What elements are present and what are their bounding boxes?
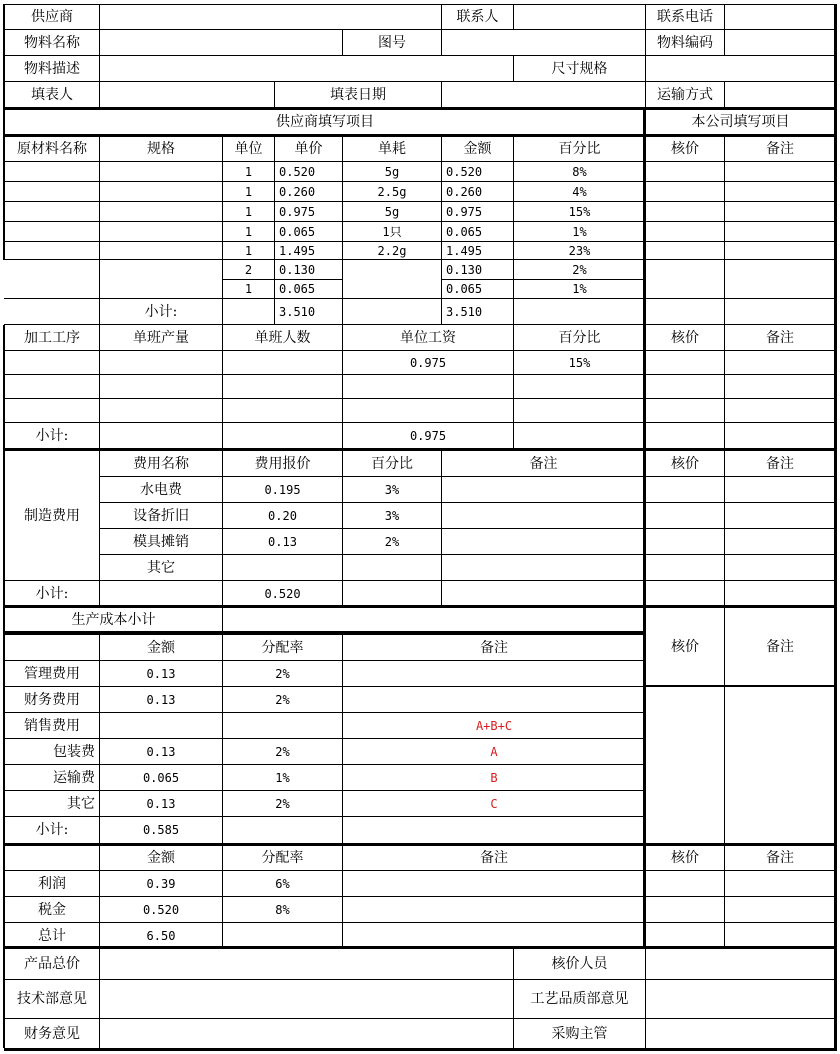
contact-value[interactable] — [513, 4, 646, 30]
raw-subtotal-price: 3.510 — [274, 298, 343, 325]
raw-price: 1.495 — [274, 241, 343, 260]
raw-amount: 0.065 — [441, 221, 514, 242]
process-subtotal-check[interactable] — [645, 422, 725, 449]
expenses-header-blank — [4, 634, 100, 661]
raw-unit: 1 — [222, 221, 275, 242]
material-desc-value[interactable] — [99, 55, 514, 82]
profit-header-note: 备注 — [342, 845, 646, 871]
mfg-note-cell[interactable] — [441, 554, 646, 581]
mfg-note2-cell[interactable] — [724, 476, 836, 503]
process-wage-cell[interactable] — [342, 398, 514, 423]
raw-note-cell[interactable] — [724, 181, 836, 202]
expense-rate: 2% — [222, 686, 343, 713]
raw-subtotal-check[interactable] — [645, 298, 725, 325]
raw-unit: 1 — [222, 279, 275, 299]
raw-subtotal-label: 小计: — [99, 298, 223, 325]
expense-amount: 0.13 — [99, 790, 223, 817]
raw-price: 0.065 — [274, 279, 343, 299]
expenses-header-check: 核价 — [645, 607, 725, 686]
section-divider — [4, 1048, 837, 1051]
process-pct-cell[interactable] — [513, 398, 646, 423]
expense-note: A — [342, 738, 646, 765]
mfg-name: 其它 — [99, 554, 223, 581]
phone-value[interactable] — [724, 4, 836, 30]
raw-check-cell[interactable] — [645, 161, 725, 182]
profit-header-check: 核价 — [645, 845, 725, 871]
process-note-cell[interactable] — [724, 398, 836, 423]
material-desc-label: 物料描述 — [4, 55, 100, 82]
section-divider — [4, 605, 837, 608]
mfg-subtotal-label: 小计: — [4, 580, 100, 607]
profit-note2-cell[interactable] — [724, 896, 836, 923]
outer-border-left — [3, 4, 5, 260]
raw-unit: 1 — [222, 201, 275, 222]
raw-unit: 1 — [222, 241, 275, 260]
drawing-no-label: 图号 — [342, 29, 442, 56]
expenses-subtotal-label: 小计: — [4, 816, 100, 844]
expense-note — [342, 660, 646, 687]
expense-note: A+B+C — [342, 712, 646, 739]
expense-name: 其它 — [4, 790, 100, 817]
raw-subtotal-note[interactable] — [724, 298, 836, 325]
process-note-cell[interactable] — [724, 374, 836, 399]
raw-amount: 0.260 — [441, 181, 514, 202]
process-header-check: 核价 — [645, 324, 725, 351]
profit-rate: 8% — [222, 896, 343, 923]
expense-name: 包装费 — [4, 738, 100, 765]
mfg-subtotal-name — [99, 580, 223, 607]
raw-pct: 4% — [513, 181, 646, 202]
raw-usage: 2.5g — [342, 181, 442, 202]
table-row[interactable] — [4, 350, 100, 375]
raw-spec-cell[interactable] — [99, 201, 223, 222]
raw-amount: 0.520 — [441, 161, 514, 182]
expenses-subtotal-note — [342, 816, 646, 844]
expenses-header-note2: 备注 — [724, 607, 836, 686]
process-wage-cell[interactable] — [342, 374, 514, 399]
raw-note-cell[interactable] — [724, 241, 836, 260]
raw-price: 0.975 — [274, 201, 343, 222]
profit-note-cell[interactable] — [342, 870, 646, 897]
process-workers-cell[interactable] — [222, 350, 343, 375]
profit-note-cell[interactable] — [342, 896, 646, 923]
expense-rate: 2% — [222, 790, 343, 817]
mfg-subtotal-note2[interactable] — [724, 580, 836, 607]
raw-subtotal-pct — [513, 298, 646, 325]
mfg-header-quote: 费用报价 — [222, 450, 343, 477]
process-output-cell[interactable] — [99, 398, 223, 423]
tech-opinion-label: 技术部意见 — [4, 979, 100, 1019]
mfg-note2-cell[interactable] — [724, 554, 836, 581]
process-header-wage: 单位工资 — [342, 324, 514, 351]
tech-opinion-value[interactable] — [99, 979, 514, 1019]
section-divider — [4, 631, 646, 634]
raw-spec-cell[interactable] — [99, 161, 223, 182]
mfg-header-check: 核价 — [645, 450, 725, 477]
profit-amount: 0.39 — [99, 870, 223, 897]
filled-by-value[interactable] — [99, 81, 275, 108]
raw-note-cell[interactable] — [724, 161, 836, 182]
mfg-pct-cell[interactable] — [342, 554, 442, 581]
raw-unit: 1 — [222, 161, 275, 182]
expense-rate: 2% — [222, 660, 343, 687]
profit-header-blank — [4, 845, 100, 871]
expense-note — [342, 686, 646, 713]
quality-opinion-label: 工艺品质部意见 — [513, 979, 646, 1019]
pricing-staff-label: 核价人员 — [513, 948, 646, 980]
supplier-label: 供应商 — [4, 4, 100, 30]
process-subtotal-note[interactable] — [724, 422, 836, 449]
expense-name: 销售费用 — [4, 712, 100, 739]
raw-price: 0.130 — [274, 259, 343, 280]
profit-header-amount: 金额 — [99, 845, 223, 871]
raw-usage-merged[interactable] — [342, 259, 442, 299]
raw-note-cell[interactable] — [724, 201, 836, 222]
table-row[interactable] — [4, 181, 100, 202]
raw-header-price: 单价 — [274, 136, 343, 162]
raw-pct: 23% — [513, 241, 646, 260]
section-divider — [4, 843, 837, 846]
process-output-cell[interactable] — [99, 374, 223, 399]
raw-price: 0.065 — [274, 221, 343, 242]
section-divider — [4, 946, 837, 949]
fill-date-value[interactable] — [441, 81, 646, 108]
purchasing-head-label: 采购主管 — [513, 1018, 646, 1050]
raw-header-usage: 单耗 — [342, 136, 442, 162]
profit-name: 利润 — [4, 870, 100, 897]
raw-merged-spec-cell[interactable] — [99, 259, 223, 299]
profit-check-cell[interactable] — [645, 922, 725, 949]
raw-pct: 15% — [513, 201, 646, 222]
material-code-label: 物料编码 — [645, 29, 725, 56]
table-row[interactable] — [4, 398, 100, 423]
purchasing-head-value[interactable] — [645, 1018, 836, 1050]
expenses-subtotal-value: 0.585 — [99, 816, 223, 844]
expense-amount: 0.065 — [99, 764, 223, 791]
raw-price: 0.520 — [274, 161, 343, 182]
mfg-note2-cell[interactable] — [724, 502, 836, 529]
expense-name: 运输费 — [4, 764, 100, 791]
raw-spec-cell[interactable] — [99, 241, 223, 260]
raw-check-cell[interactable] — [645, 259, 725, 299]
raw-subtotal-usage — [342, 298, 442, 325]
profit-check-cell[interactable] — [645, 896, 725, 923]
process-wage: 0.975 — [342, 350, 514, 375]
expense-rate: 2% — [222, 738, 343, 765]
process-pct: 15% — [513, 350, 646, 375]
mfg-header-name: 费用名称 — [99, 450, 223, 477]
profit-name: 总计 — [4, 922, 100, 949]
mfg-header-note: 备注 — [441, 450, 646, 477]
section-divider — [4, 448, 837, 451]
supplier-value[interactable] — [99, 4, 442, 30]
expenses-subtotal-rate — [222, 816, 343, 844]
raw-spec-cell[interactable] — [99, 181, 223, 202]
company-section-header: 本公司填写项目 — [645, 109, 836, 135]
process-subtotal-label: 小计: — [4, 422, 100, 449]
process-check-cell[interactable] — [645, 398, 725, 423]
mfg-check-cell[interactable] — [645, 554, 725, 581]
expense-name: 管理费用 — [4, 660, 100, 687]
expense-amount: 0.13 — [99, 660, 223, 687]
process-header-step: 加工工序 — [4, 324, 100, 351]
raw-unit: 2 — [222, 259, 275, 280]
process-output-cell[interactable] — [99, 350, 223, 375]
quality-opinion-value[interactable] — [645, 979, 836, 1019]
table-row[interactable] — [4, 221, 100, 242]
profit-note-cell[interactable] — [342, 922, 646, 949]
mfg-subtotal-pct — [342, 580, 442, 607]
raw-check-cell[interactable] — [645, 241, 725, 260]
expense-rate: 1% — [222, 764, 343, 791]
raw-subtotal-amount: 3.510 — [441, 298, 514, 325]
mfg-subtotal-check[interactable] — [645, 580, 725, 607]
production-cost-value[interactable] — [222, 607, 646, 633]
phone-label: 联系电话 — [645, 4, 725, 30]
mfg-note-cell[interactable] — [441, 502, 646, 529]
process-check-cell[interactable] — [645, 350, 725, 375]
outer-border-left — [3, 325, 5, 1048]
process-pct-cell[interactable] — [513, 374, 646, 399]
section-divider — [4, 107, 837, 110]
raw-note-cell[interactable] — [724, 221, 836, 242]
profit-amount: 0.520 — [99, 896, 223, 923]
transport-label: 运输方式 — [645, 81, 725, 108]
raw-header-note: 备注 — [724, 136, 836, 162]
raw-header-check: 核价 — [645, 136, 725, 162]
mfg-pct: 2% — [342, 528, 442, 555]
profit-note2-cell[interactable] — [724, 870, 836, 897]
raw-amount: 1.495 — [441, 241, 514, 260]
raw-pct: 1% — [513, 279, 646, 299]
process-workers-cell[interactable] — [222, 374, 343, 399]
mfg-pct: 3% — [342, 476, 442, 503]
size-spec-value[interactable] — [645, 55, 836, 82]
mfg-note-cell[interactable] — [441, 528, 646, 555]
raw-usage: 5g — [342, 161, 442, 182]
process-header-workers: 单班人数 — [222, 324, 343, 351]
process-header-pct: 百分比 — [513, 324, 646, 351]
material-name-label: 物料名称 — [4, 29, 100, 56]
table-row[interactable] — [4, 161, 100, 182]
mfg-quote: 0.20 — [222, 502, 343, 529]
expense-note: C — [342, 790, 646, 817]
process-subtotal-workers — [222, 422, 343, 449]
raw-usage: 1只 — [342, 221, 442, 242]
mfg-header-note2: 备注 — [724, 450, 836, 477]
expenses-header-amount: 金额 — [99, 634, 223, 661]
material-name-value[interactable] — [99, 29, 343, 56]
mfg-check-cell[interactable] — [645, 502, 725, 529]
raw-price: 0.260 — [274, 181, 343, 202]
mfg-section-label: 制造费用 — [4, 450, 100, 581]
profit-note2-cell[interactable] — [724, 922, 836, 949]
expense-amount: 0.13 — [99, 686, 223, 713]
raw-unit: 1 — [222, 181, 275, 202]
filled-by-label: 填表人 — [4, 81, 100, 108]
mfg-note2-cell[interactable] — [724, 528, 836, 555]
raw-merged-name-cell[interactable] — [4, 259, 100, 299]
mfg-name: 设备折旧 — [99, 502, 223, 529]
profit-header-note2: 备注 — [724, 845, 836, 871]
mfg-quote: 0.13 — [222, 528, 343, 555]
process-subtotal-value: 0.975 — [342, 422, 514, 449]
expense-amount — [99, 712, 223, 739]
profit-name: 税金 — [4, 896, 100, 923]
mfg-pct: 3% — [342, 502, 442, 529]
product-total-value[interactable] — [99, 948, 514, 980]
drawing-no-value[interactable] — [441, 29, 646, 56]
expenses-check-cell[interactable] — [645, 686, 725, 844]
expense-name: 财务费用 — [4, 686, 100, 713]
raw-header-pct: 百分比 — [513, 136, 646, 162]
profit-check-cell[interactable] — [645, 870, 725, 897]
pricing-staff-value[interactable] — [645, 948, 836, 980]
finance-opinion-label: 财务意见 — [4, 1018, 100, 1050]
column-divider — [643, 109, 646, 948]
product-total-label: 产品总价 — [4, 948, 100, 980]
raw-check-cell[interactable] — [645, 181, 725, 202]
mfg-quote-cell[interactable] — [222, 554, 343, 581]
process-header-output: 单班产量 — [99, 324, 223, 351]
raw-check-cell[interactable] — [645, 221, 725, 242]
process-check-cell[interactable] — [645, 374, 725, 399]
profit-rate: 6% — [222, 870, 343, 897]
raw-note-cell[interactable] — [724, 259, 836, 299]
table-row[interactable] — [4, 241, 100, 260]
table-row[interactable] — [4, 374, 100, 399]
mfg-subtotal-note — [441, 580, 646, 607]
mfg-name: 水电费 — [99, 476, 223, 503]
raw-amount: 0.065 — [441, 279, 514, 299]
process-header-note: 备注 — [724, 324, 836, 351]
raw-amount: 0.975 — [441, 201, 514, 222]
raw-subtotal-unit — [222, 298, 275, 325]
mfg-check-cell[interactable] — [645, 528, 725, 555]
material-code-value[interactable] — [724, 29, 836, 56]
expenses-note2-cell[interactable] — [724, 686, 836, 844]
production-cost-label: 生产成本小计 — [4, 607, 223, 633]
supplier-section-header: 供应商填写项目 — [4, 109, 646, 135]
raw-spec-cell[interactable] — [99, 221, 223, 242]
mfg-check-cell[interactable] — [645, 476, 725, 503]
expense-note: B — [342, 764, 646, 791]
process-note-cell[interactable] — [724, 350, 836, 375]
raw-pct: 2% — [513, 259, 646, 280]
raw-usage: 2.2g — [342, 241, 442, 260]
raw-pct: 8% — [513, 161, 646, 182]
profit-amount: 6.50 — [99, 922, 223, 949]
raw-check-cell[interactable] — [645, 201, 725, 222]
table-row[interactable] — [4, 201, 100, 222]
fill-date-label: 填表日期 — [274, 81, 442, 108]
expense-amount: 0.13 — [99, 738, 223, 765]
expenses-header-rate: 分配率 — [222, 634, 343, 661]
section-divider — [4, 134, 837, 137]
transport-value[interactable] — [724, 81, 836, 108]
mfg-name: 模具摊销 — [99, 528, 223, 555]
size-spec-label: 尺寸规格 — [513, 55, 646, 82]
raw-header-unit: 单位 — [222, 136, 275, 162]
expense-rate — [222, 712, 343, 739]
outer-border-right — [834, 4, 837, 1050]
raw-header-spec: 规格 — [99, 136, 223, 162]
process-subtotal-pct — [513, 422, 646, 449]
finance-opinion-value[interactable] — [99, 1018, 514, 1050]
raw-usage: 5g — [342, 201, 442, 222]
expenses-header-note: 备注 — [342, 634, 646, 661]
contact-label: 联系人 — [441, 4, 514, 30]
mfg-note-cell[interactable] — [441, 476, 646, 503]
raw-pct: 1% — [513, 221, 646, 242]
process-workers-cell[interactable] — [222, 398, 343, 423]
mfg-quote: 0.195 — [222, 476, 343, 503]
mfg-header-pct: 百分比 — [342, 450, 442, 477]
raw-header-amount: 金额 — [441, 136, 514, 162]
profit-header-rate: 分配率 — [222, 845, 343, 871]
profit-rate-cell[interactable] — [222, 922, 343, 949]
raw-header-name: 原材料名称 — [4, 136, 100, 162]
process-subtotal-output — [99, 422, 223, 449]
raw-amount: 0.130 — [441, 259, 514, 280]
mfg-subtotal-value: 0.520 — [222, 580, 343, 607]
